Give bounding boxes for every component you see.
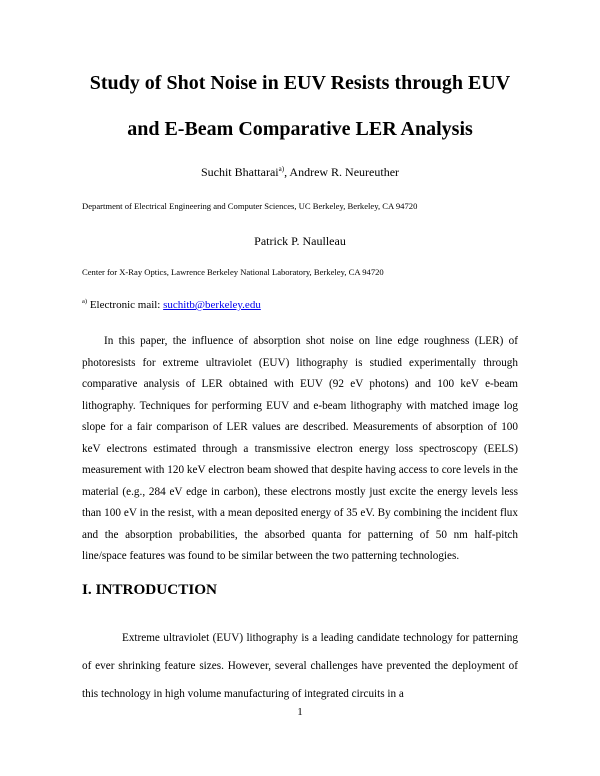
paper-title-line-2: and E-Beam Comparative LER Analysis bbox=[127, 118, 473, 140]
section-heading-introduction: I. INTRODUCTION bbox=[82, 581, 218, 598]
paper-title-line-1: Study of Shot Noise in EUV Resists through EUV bbox=[89, 72, 511, 94]
email-link[interactable]: suchitb@berkeley.edu bbox=[163, 299, 261, 311]
affiliation-2: Center for X-Ray Optics, Lawrence Berkeley National Laboratory, Berkeley, CA 94720 bbox=[82, 267, 384, 277]
author-list bbox=[60, 165, 540, 179]
affiliation-1: Department of Electrical Engineering and Computer Sciences, UC Berkeley, Berkeley, CA 94720 bbox=[82, 201, 418, 211]
email-footnote bbox=[82, 299, 261, 312]
author-names-rest: , Andrew R. Neureuther bbox=[284, 165, 400, 179]
abstract-paragraph: In this paper, the influence of absorption shot noise on line edge roughness (LER) of photoresists for extreme ultraviolet (EUV) lithography is studied experimentally through comparative analysis of LER obtained with EUV (92 eV photons) and 100 keV e-beam lithography. Techniques for performing EUV and e-beam lithography with matched image log slope for a fair comparison of LER values are described. Measurements of absorption of 100 keV electrons estimated through a transmissive electron energy loss spectroscopy (EELS) measurement with 120 keV electron beam showed that despite having access to core levels in the material (e.g., 284 eV edge in carbon), these electrons mostly just excite the energy levels less than 100 eV in the resist, with a mean deposited energy of 35 eV. By combining the incident flux and the absorption probabilities, the absorbed quanta for patterning of 50 nm half-pitch line/space features was found to be similar between the two patterning technologies. bbox=[82, 335, 518, 562]
email-footnote-marker: a) bbox=[82, 298, 88, 305]
author-name-first: Suchit Bhattarai bbox=[200, 165, 279, 179]
author-footnote-marker: a) bbox=[278, 165, 285, 173]
page-number: 1 bbox=[297, 706, 303, 718]
author-name-second-group: Patrick P. Naulleau bbox=[254, 234, 346, 248]
introduction-paragraph: Extreme ultraviolet (EUV) lithography is a leading candidate technology for patterning of ever shrinking feature sizes. However, several challenges have prevented the deployment of this technology in high volume manufacturing of integrated circuits in a bbox=[82, 632, 518, 700]
email-label: Electronic mail: bbox=[87, 299, 164, 311]
